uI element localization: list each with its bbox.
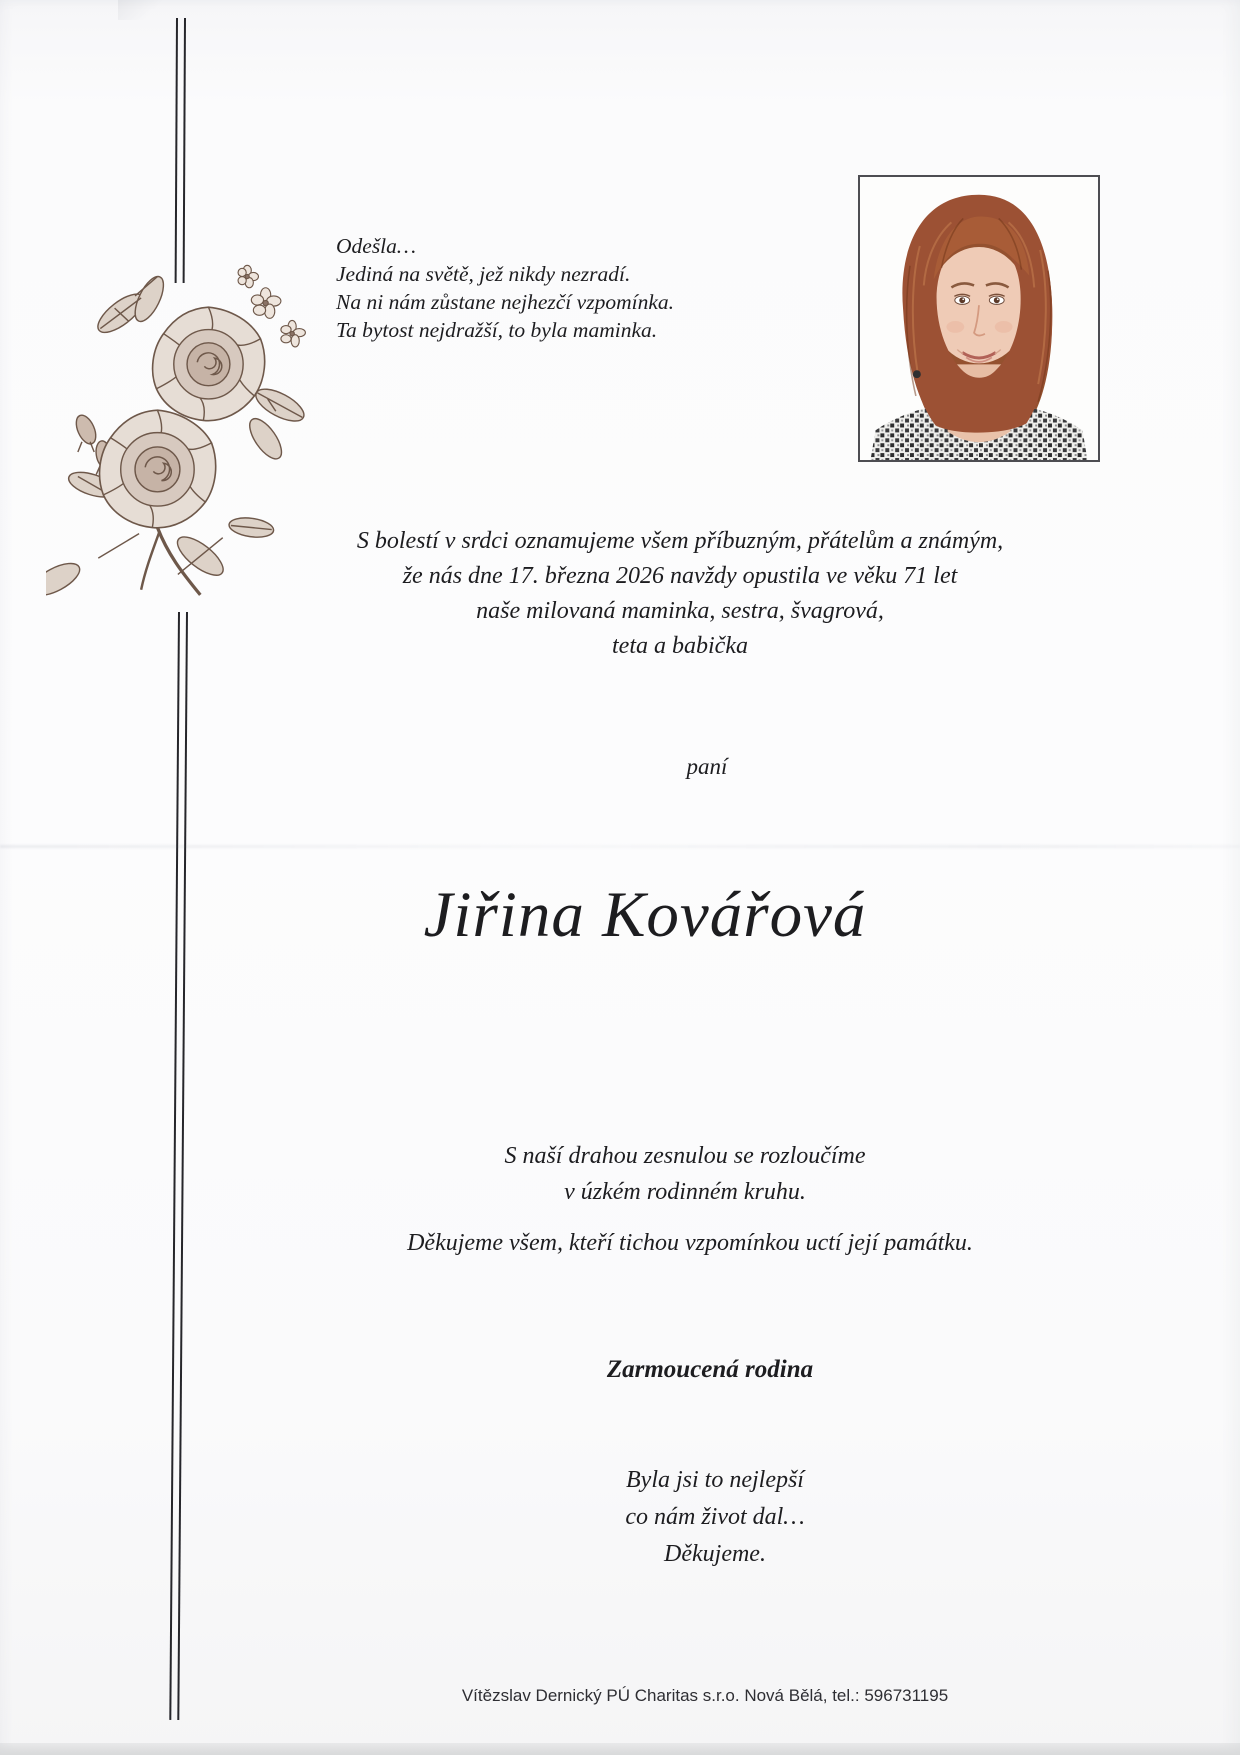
- closing-verse: [120, 1462, 1240, 1573]
- poem-line: Na ni nám zůstane nejhezčí vzpomínka.: [336, 290, 674, 314]
- poem-line: Jediná na světě, jež nikdy nezradí.: [336, 262, 631, 286]
- portrait-photo-svg: [860, 177, 1098, 460]
- double-rule-top: [175, 18, 186, 283]
- closing-verse-line: Děkujeme.: [664, 1541, 766, 1567]
- poem-line: Odešla…: [336, 234, 417, 258]
- announcement-line: teta a babička: [612, 633, 748, 659]
- scan-bottom-edge: [0, 1743, 1240, 1755]
- announcement-line: že nás dne 17. března 2026 navždy opustila ve věku 71 let: [402, 563, 958, 589]
- farewell-text: [90, 1138, 1240, 1210]
- title-prefix: paní: [686, 754, 728, 779]
- announcement-text: [85, 524, 1240, 664]
- closing-verse-line: co nám život dal…: [625, 1504, 805, 1530]
- thanks-text: Děkujeme všem, kteří tichou vzpomínkou uctí její památku.: [407, 1230, 973, 1256]
- closing-verse-line: Byla jsi to nejlepší: [626, 1467, 804, 1493]
- funeral-home-footer: Vítězslav Dernický PÚ Charitas s.r.o. Nová Bělá, tel.: 596731195: [461, 1686, 949, 1705]
- farewell-line: S naší drahou zesnulou se rozloučíme: [504, 1143, 866, 1169]
- farewell-line: v úzkém rodinném kruhu.: [564, 1179, 806, 1205]
- deceased-name: Jiřina Kovářová: [423, 879, 867, 951]
- portrait-photo: [858, 175, 1100, 462]
- paper-crease: [0, 845, 1240, 848]
- announcement-line: naše milovaná maminka, sestra, švagrová,: [476, 598, 884, 624]
- poem-line: Ta bytost nejdražší, to byla maminka.: [336, 318, 658, 342]
- memorial-poem: [336, 232, 856, 344]
- family-signature: Zarmoucená rodina: [606, 1356, 814, 1383]
- scan-corner-fold: [118, 0, 164, 20]
- announcement-line: S bolestí v srdci oznamujeme všem příbuzným, přátelům a známým,: [356, 528, 1004, 554]
